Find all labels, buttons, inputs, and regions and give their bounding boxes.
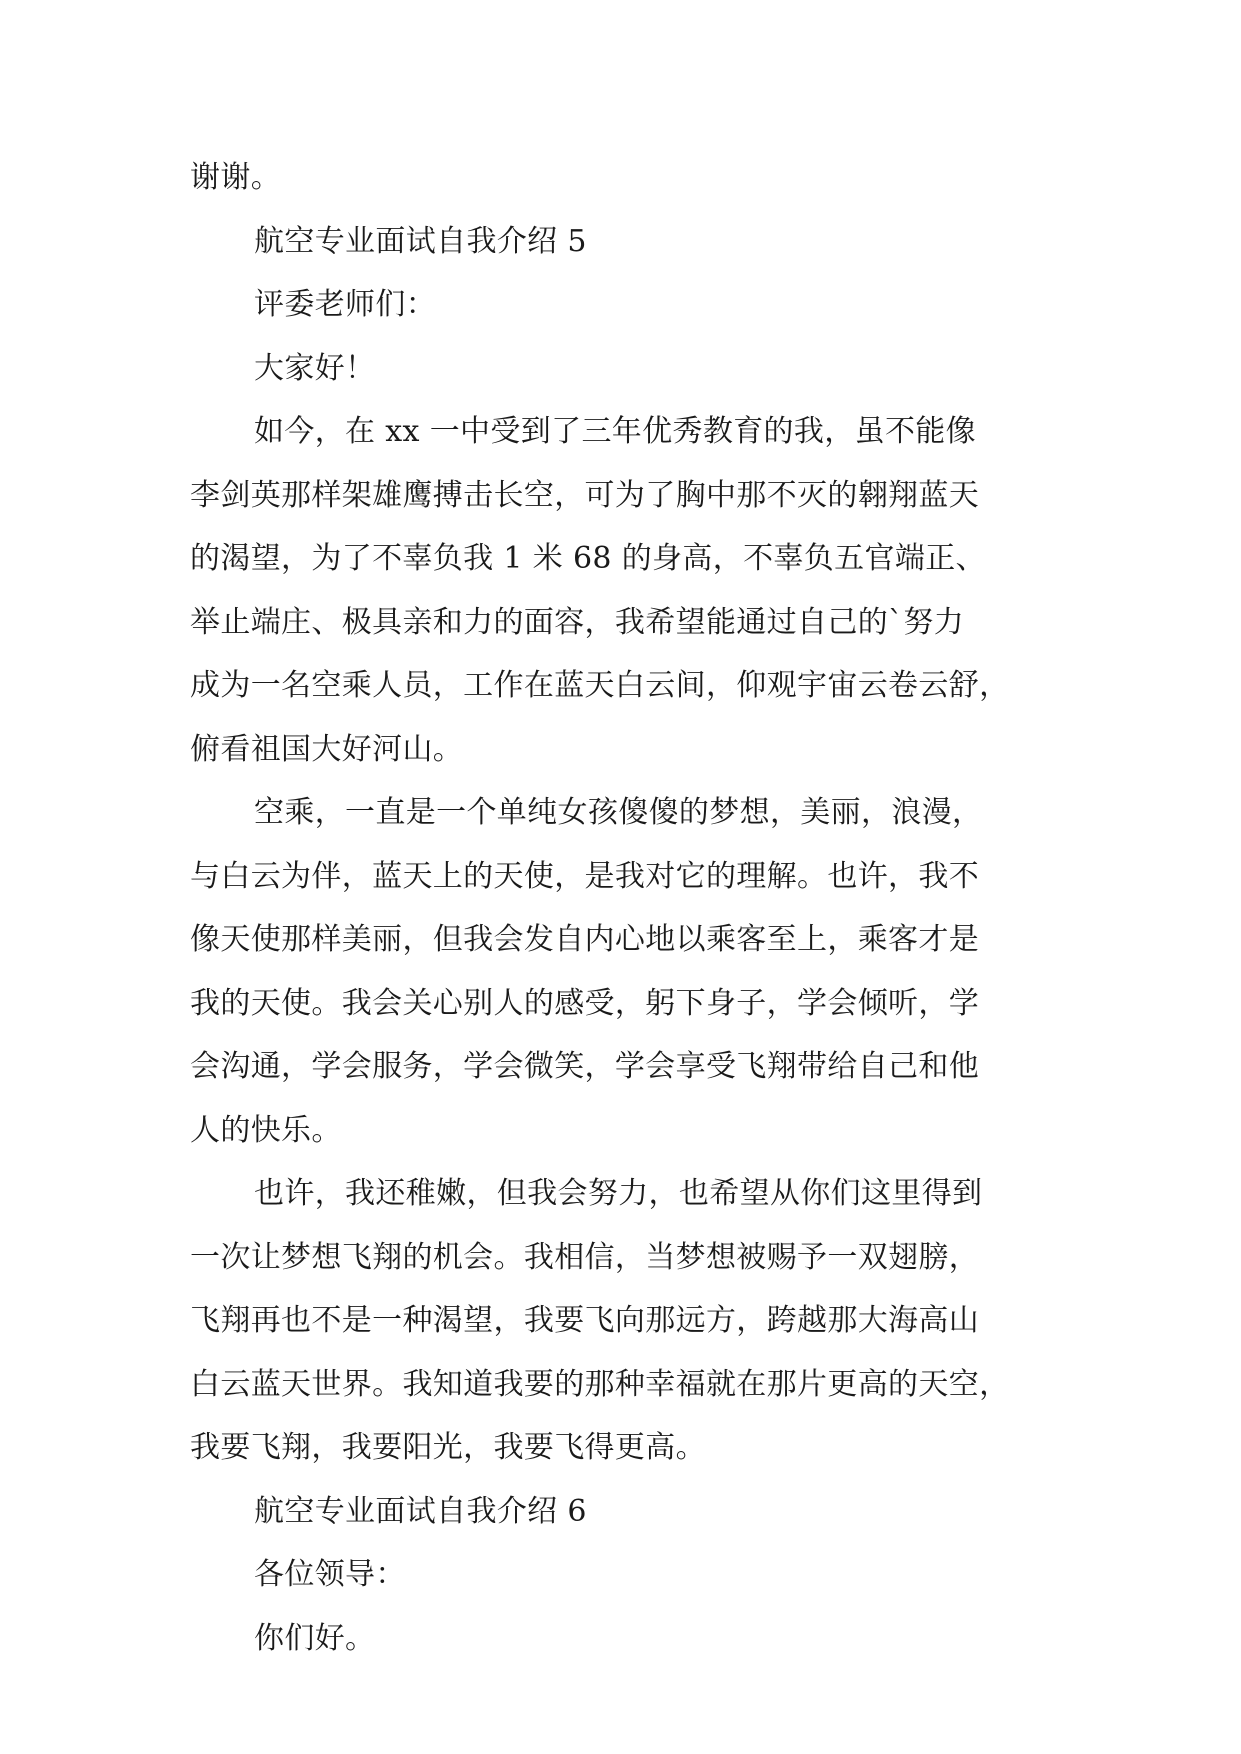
text-line: 空乘，一直是一个单纯女孩傻傻的梦想，美丽，浪漫，: [254, 795, 983, 830]
text-line: 飞翔再也不是一种渴望，我要飞向那远方，跨越那大海高山: [190, 1303, 980, 1338]
text-line: 与白云为伴，蓝天上的天使，是我对它的理解。也许，我不: [190, 858, 980, 894]
text-line: 举止端庄、极具亲和力的面容，我希望能通过自己的`努力: [190, 604, 965, 640]
text-line: 也许，我还稚嫩，但我会努力，也希望从你们这里得到: [254, 1176, 983, 1211]
text-line: 大家好！: [254, 350, 376, 386]
text-line: 航空专业面试自我介绍 5: [254, 223, 587, 259]
text-line: 评委老师们：: [254, 287, 437, 322]
text-line: 李剑英那样架雄鹰搏击长空，可为了胸中那不灭的翱翔蓝天: [190, 477, 980, 513]
text-line: 会沟通，学会服务，学会微笑，学会享受飞翔带给自己和他: [190, 1049, 980, 1084]
text-line: 如今，在 xx 一中受到了三年优秀教育的我，虽不能像: [254, 414, 977, 449]
text-line: 谢谢。: [190, 160, 282, 195]
document-body: [190, 158, 1056, 1682]
text-line: 航空专业面试自我介绍 6: [254, 1493, 587, 1529]
text-line: 人的快乐。: [190, 1112, 342, 1148]
text-line: 各位领导：: [254, 1557, 406, 1592]
text-line: 你们好。: [254, 1620, 376, 1656]
text-line: 俯看祖国大好河山。: [190, 731, 464, 767]
text-line: 我要飞翔，我要阳光，我要飞得更高。: [190, 1430, 706, 1465]
text-line: 一次让梦想飞翔的机会。我相信，当梦想被赐予一双翅膀，: [190, 1239, 980, 1275]
text-line: 我的天使。我会关心别人的感受，躬下身子，学会倾听，学: [190, 985, 980, 1021]
text-line: 成为一名空乘人员，工作在蓝天白云间，仰观宇宙云卷云舒，: [190, 668, 1010, 703]
text-line: 的渴望，为了不辜负我 1 米 68 的身高，不辜负五官端正、: [190, 541, 986, 576]
text-line: 像天使那样美丽，但我会发自内心地以乘客至上，乘客才是: [190, 922, 980, 957]
text-line: 白云蓝天世界。我知道我要的那种幸福就在那片更高的天空，: [190, 1366, 1010, 1402]
